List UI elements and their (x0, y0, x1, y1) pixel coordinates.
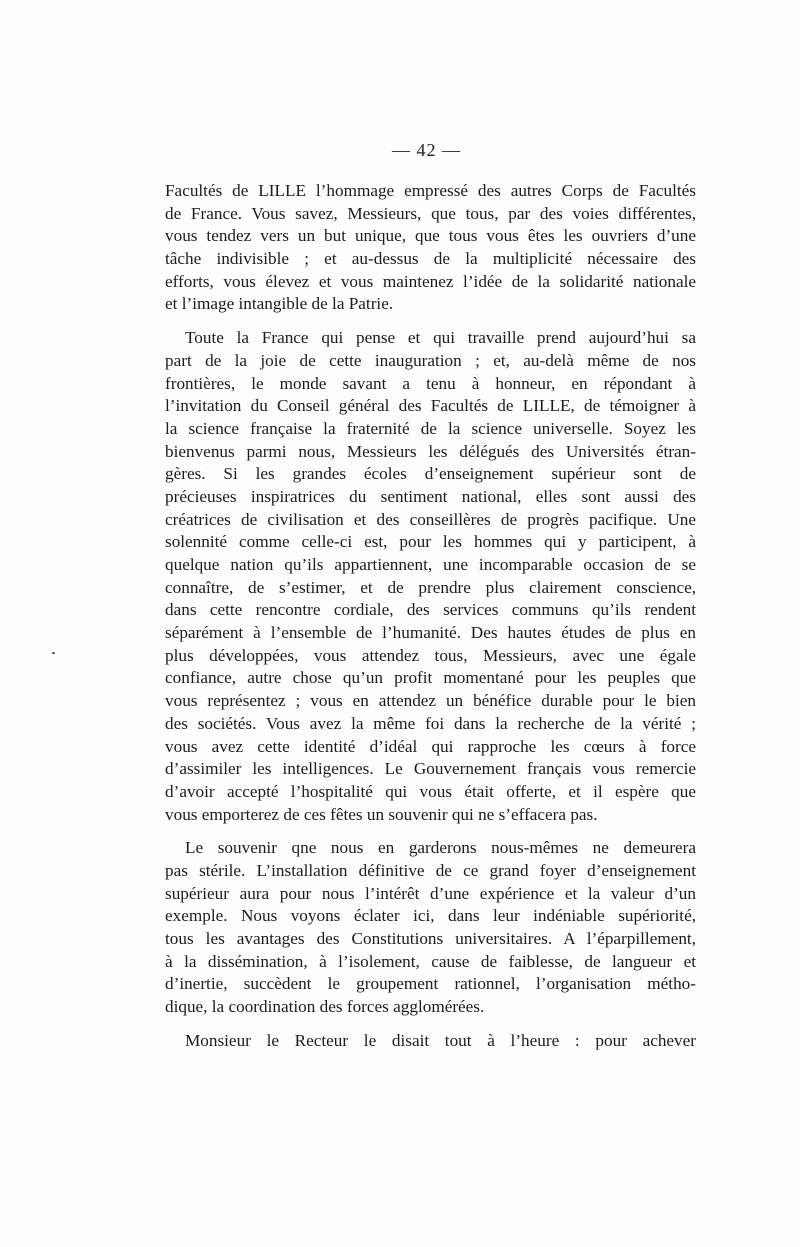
text-line: tous les avantages des Constitutions universitaires. A l’éparpillement, (165, 929, 696, 948)
text-line: Monsieur le Recteur le disait tout à l’heure : pour achever (185, 1030, 696, 1050)
paragraph (165, 327, 696, 826)
text-line: d’inertie, succèdent le groupement rationnel, l’organisation métho- (165, 974, 696, 994)
text-line: supérieur aura pour nous l’intérêt d’une expérience et la valeur d’un (165, 883, 696, 903)
text-line: et l’image intangible de la Patrie. (165, 294, 394, 314)
text-line: d’assimiler les intelligences. Le Gouvernement français vous remercie (165, 759, 696, 779)
text-line: la science française la fraternité de la science universelle. Soyez les (165, 418, 696, 438)
text-line: connaître, de s’estimer, et de prendre plus clairement conscience, (165, 577, 696, 597)
text-line: dique, la coordination des forces agglomérées. (165, 997, 485, 1017)
paragraph (165, 1030, 696, 1053)
text-line: bienvenus parmi nous, Messieurs les délégués des Universités étran- (165, 441, 696, 461)
text-line: pas stérile. L’installation définitive de ce grand foyer d’enseignement (165, 860, 696, 880)
text-line: Le souvenir qne nous en garderons nous-mêmes ne demeurera (185, 838, 696, 858)
text-line: gères. Si les grandes écoles d’enseignement supérieur sont de (165, 464, 696, 484)
text-line: exemple. Nous voyons éclater ici, dans leur indéniable supériorité, (165, 906, 696, 926)
text-line: vous tendez vers un but unique, que tous vous êtes les ouvriers d’une (165, 226, 696, 246)
text-line: des sociétés. Vous avez la même foi dans la recherche de la vérité ; (165, 713, 696, 733)
text-line: Toute la France qui pense et qui travaille prend aujourd’hui sa (185, 328, 696, 348)
text-line: vous avez cette identité d’idéal qui rapproche les cœurs à force (165, 736, 696, 756)
text-line: précieuses inspiratrices du sentiment national, elles sont aussi des (165, 486, 696, 506)
text-line: à la dissémination, à l’isolement, cause de faiblesse, de langueur et (165, 951, 696, 971)
text-line: Facultés de LILLE l’hommage empressé des autres Corps de Facultés (165, 181, 696, 200)
text-line: plus développées, vous attendez tous, Messieurs, avec une égale (165, 645, 696, 665)
paragraph (165, 837, 696, 1019)
text-line: vous emporterez de ces fêtes un souvenir qui ne s’effacera pas. (165, 804, 598, 824)
paper-speck (52, 652, 55, 654)
text-line: d’avoir accepté l’hospitalité qui vous était offerte, et il espère que (165, 781, 696, 801)
text-line: part de la joie de cette inauguration ; et, au-delà même de nos (165, 350, 696, 370)
paragraph (165, 180, 696, 316)
text-line: solennité comme celle-ci est, pour les hommes qui y participent, à (165, 532, 696, 552)
text-line: séparément à l’ensemble de l’humanité. Des hautes études de plus en (165, 623, 696, 643)
text-line: de France. Vous savez, Messieurs, que tous, par des voies différentes, (165, 203, 696, 223)
text-line: efforts, vous élevez et vous maintenez l’idée de la solidarité nationale (165, 271, 696, 291)
text-line: tâche indivisible ; et au-dessus de la multiplicité nécessaire des (165, 249, 696, 269)
text-line: dans cette rencontre cordiale, des services communs qu’ils rendent (165, 600, 696, 620)
body-text (165, 180, 696, 1052)
text-line: l’invitation du Conseil général des Facultés de LILLE, de témoigner à (165, 396, 696, 416)
text-line: confiance, autre chose qu’un profit momentané pour les peuples que (165, 668, 696, 688)
text-line: créatrices de civilisation et des conseillères de progrès pacifique. Une (165, 509, 696, 529)
text-line: vous représentez ; vous en attendez un bénéfice durable pour le bien (165, 691, 696, 711)
text-line: quelque nation qu’ils appartiennent, une incomparable occasion de se (165, 555, 696, 574)
page-number: — 42 — (392, 140, 461, 160)
text-line: frontières, le monde savant a tenu à honneur, en répondant à (165, 373, 696, 393)
